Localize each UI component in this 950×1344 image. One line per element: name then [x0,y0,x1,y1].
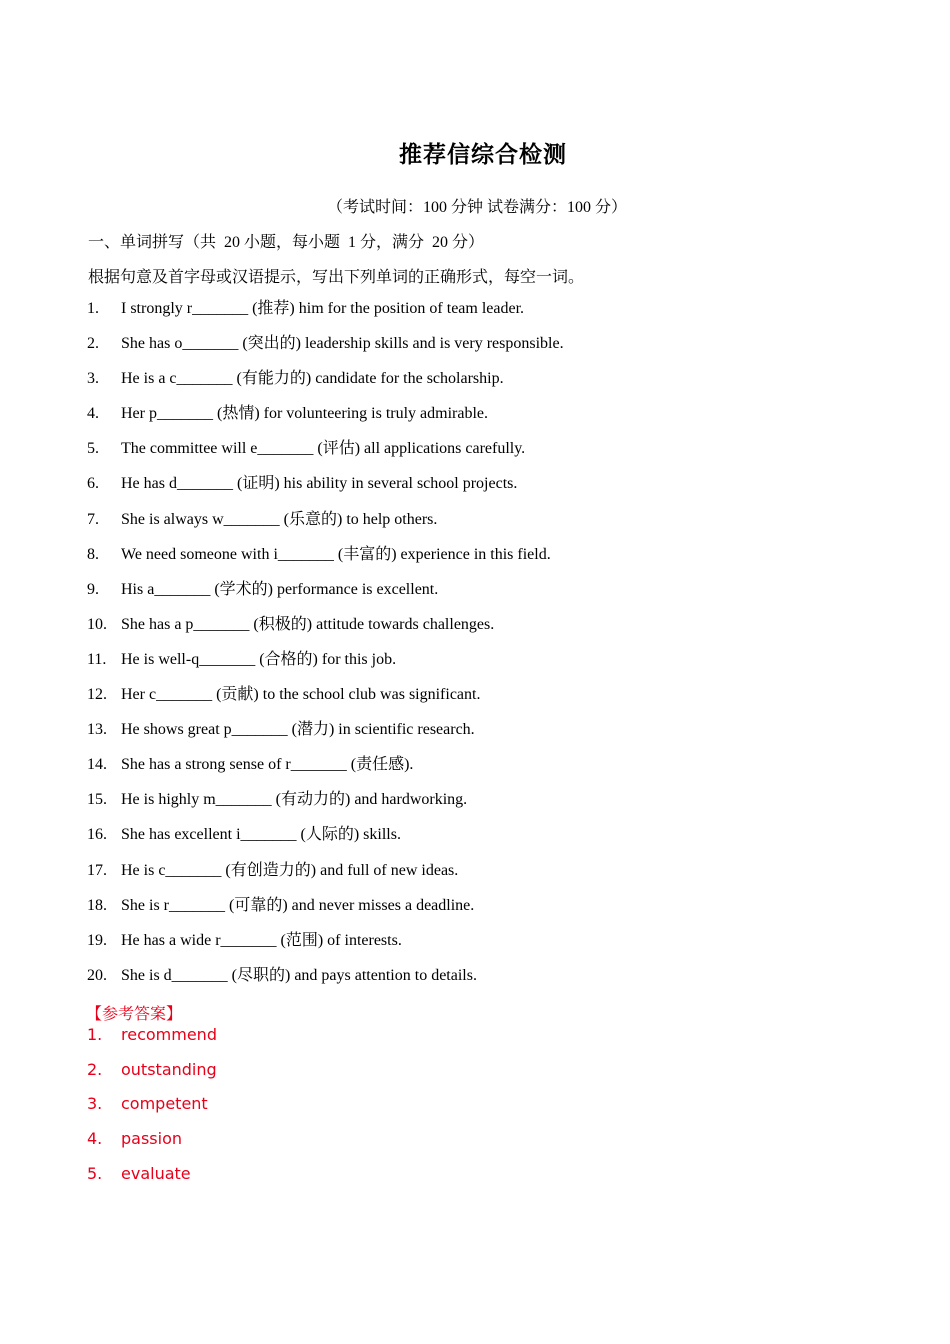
question-number: 14. [87,756,107,774]
answer-text: passion [121,1129,183,1149]
question-text: He has d_______ (证明) his ability in several school projects. [121,475,518,493]
answer-key-header: 【参考答案】 [86,1006,183,1023]
question-number: 11. [87,650,107,668]
question-item [0,545,950,580]
question-number: 1. [87,300,99,317]
question-item [0,790,950,825]
question-text: She has a strong sense of r_______ (责任感). [121,756,414,774]
question-number: 13. [87,721,107,739]
document-title: 推荐信综合检测 [399,142,567,168]
question-item [0,825,950,860]
question-number: 8. [87,545,99,563]
question-text: She has excellent i_______ (人际的) skills. [121,826,401,844]
answer-number: 2. [87,1059,103,1079]
question-number: 6. [87,475,99,493]
answer-item [0,1025,950,1060]
answer-item [0,1129,950,1164]
question-item [0,510,950,545]
question-number: 9. [87,580,99,598]
question-text: She is r_______ (可靠的) and never misses a deadline. [121,896,475,914]
question-number: 5. [87,440,99,458]
answer-text: evaluate [121,1163,191,1183]
question-number: 10. [87,615,107,633]
question-text: His a_______ (学术的) performance is excellent. [121,580,439,598]
question-number: 16. [87,826,107,844]
answer-text: recommend [121,1025,217,1044]
question-number: 20. [87,966,107,984]
question-number: 4. [87,405,99,423]
question-text: She is d_______ (尽职的) and pays attention to details. [121,966,477,984]
question-text: Her c_______ (贡献) to the school club was significant. [121,686,481,704]
question-text: He is well-q_______ (合格的) for this job. [121,650,397,668]
question-number: 7. [87,510,99,528]
question-item [0,896,950,931]
answer-item [0,1094,950,1129]
question-item [0,439,950,474]
question-number: 3. [87,370,99,388]
question-text: Her p_______ (热情) for volunteering is truly admirable. [121,405,489,423]
section-header: 一、单词拼写（共 20 小题，每小题 1 分，满分 20 分） [88,234,485,251]
question-number: 17. [87,861,107,879]
answer-text: outstanding [121,1059,217,1079]
question-item [0,615,950,650]
answer-list [0,1025,950,1198]
question-item [0,755,950,790]
question-text: She is always w_______ (乐意的) to help others. [121,510,438,528]
question-item [0,685,950,720]
question-text: He has a wide r_______ (范围) of interests. [121,931,402,949]
question-text: She has a p_______ (积极的) attitude towards challenges. [121,615,495,633]
answer-text: competent [121,1094,208,1114]
question-text: The committee will e_______ (评估) all applications carefully. [121,440,526,458]
question-item [0,580,950,615]
question-item [0,369,950,404]
question-item [0,334,950,369]
question-number: 19. [87,931,107,949]
answer-number: 1. [87,1025,103,1044]
question-number: 2. [87,335,99,353]
answer-item [0,1060,950,1095]
answer-number: 4. [87,1129,103,1149]
answer-item [0,1164,950,1199]
question-item [0,861,950,896]
question-number: 12. [87,686,107,704]
question-text: We need someone with i_______ (丰富的) experience in this field. [121,545,551,563]
question-item [0,404,950,439]
question-text: She has o_______ (突出的) leadership skills and is very responsible. [121,335,564,353]
question-item [0,931,950,966]
question-item [0,650,950,685]
question-text: He shows great p_______ (潜力) in scientific research. [121,721,475,739]
question-item [0,966,950,1001]
question-number: 18. [87,896,107,914]
question-number: 15. [87,791,107,809]
question-text: I strongly r_______ (推荐) him for the position of team leader. [121,300,525,317]
instructions: 根据句意及首字母或汉语提示，写出下列单词的正确形式，每空一词。 [88,269,585,286]
exam-info: （考试时间：100 分钟 试卷满分：100 分） [326,199,627,216]
question-text: He is highly m_______ (有动力的) and hardworking. [121,791,468,809]
question-item [0,720,950,755]
question-item [0,299,950,334]
question-item [0,474,950,509]
answer-number: 3. [87,1094,103,1114]
question-text: He is c_______ (有创造力的) and full of new ideas. [121,861,459,879]
question-text: He is a c_______ (有能力的) candidate for the scholarship. [121,370,504,388]
answer-number: 5. [87,1163,103,1183]
question-list [0,299,950,1001]
